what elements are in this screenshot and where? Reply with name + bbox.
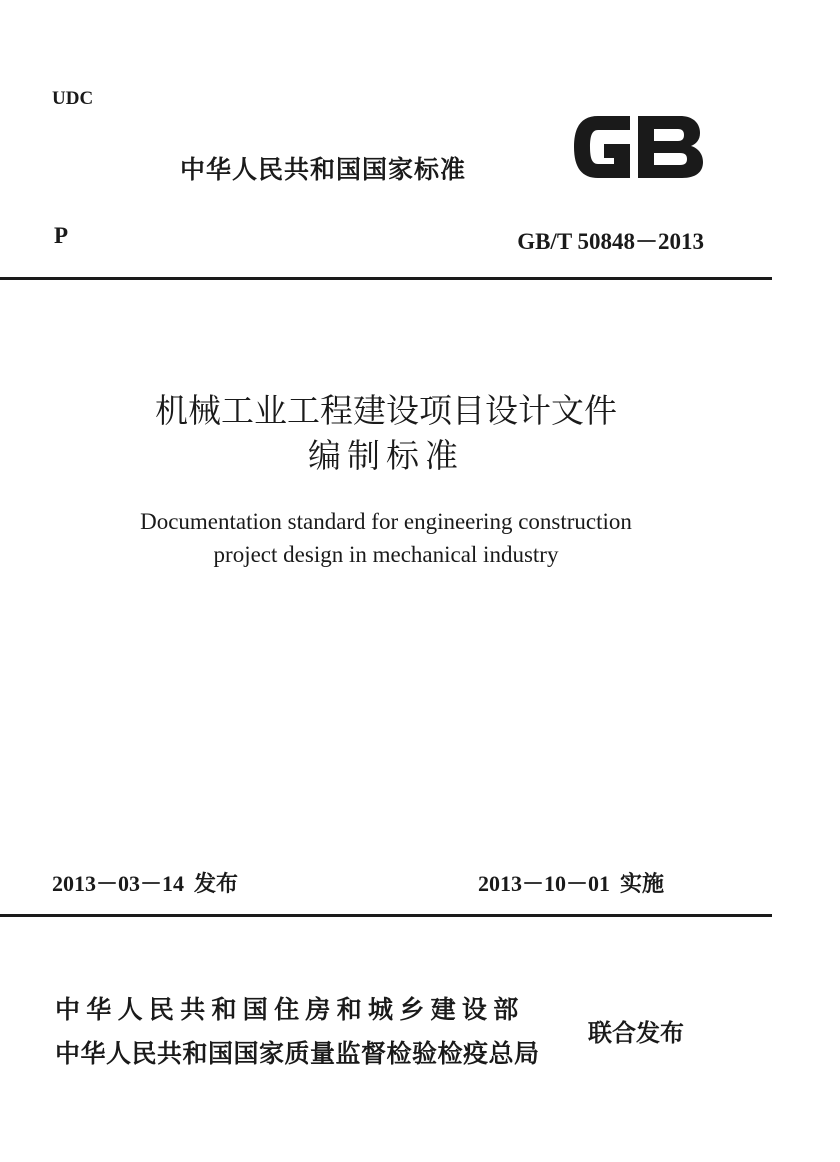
category-code: P [54, 223, 69, 248]
bottom-divider [0, 914, 772, 917]
gb-logo-letter-b [638, 116, 703, 178]
joint-publish-label: 联合发布 [588, 1019, 684, 1047]
implement-label: 实施 [620, 872, 665, 897]
implement-date: 2013－10－01 [478, 871, 611, 896]
issue-label: 发布 [194, 872, 239, 897]
top-divider [0, 277, 772, 280]
publisher-aqsiq: 中华人民共和国国家质量监督检验检疫总局 [55, 1039, 540, 1068]
issue-date-row [52, 867, 238, 898]
standard-number: GB/T 50848－2013 [517, 229, 704, 254]
title-english-line1: Documentation standard for engineering construction [140, 509, 632, 534]
gb-logo-letter-g [574, 116, 630, 178]
publisher-ministry-housing: 中华人民共和国住房和城乡建设部 [55, 995, 525, 1024]
national-standard-heading: 中华人民共和国国家标准 [180, 155, 467, 184]
gb-logo [568, 108, 708, 186]
udc-label: UDC [52, 88, 94, 109]
title-english-line2: project design in mechanical industry [213, 542, 559, 567]
title-chinese [0, 388, 772, 478]
implement-date-row [478, 867, 664, 898]
title-chinese-line2: 编制标准 [308, 436, 464, 475]
title-english [0, 505, 772, 571]
title-chinese-line1: 机械工业工程建设项目设计文件 [155, 391, 617, 430]
issue-date: 2013－03－14 [52, 871, 185, 896]
